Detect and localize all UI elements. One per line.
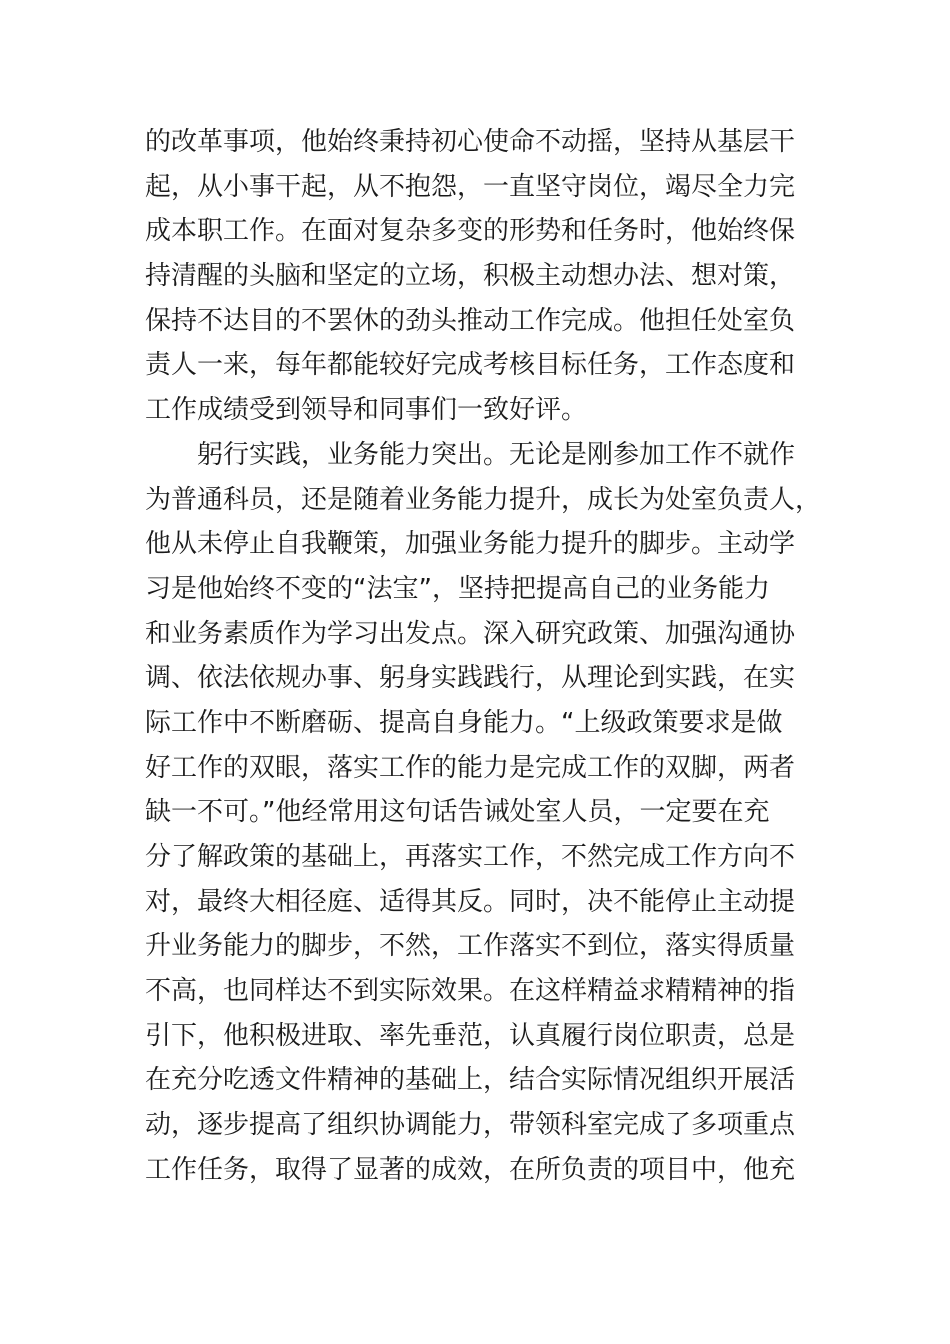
text-line: 的改革事项，他始终秉持初心使命不动摇，坚持从基层干 bbox=[145, 127, 796, 157]
text-line: 为普通科员，还是随着业务能力提升，成长为处室负责人， bbox=[145, 484, 822, 515]
text-line: 升业务能力的脚步，不然，工作落实不到位，落实得质量 bbox=[145, 931, 796, 962]
text-line: 保持不达目的不罢休的劲头推动工作完成。他担任处室负 bbox=[145, 305, 796, 336]
text-line: 际工作中不断磨砺、提高自身能力。“上级政策要求是做 bbox=[145, 707, 783, 738]
text-line: 工作任务，取得了显著的成效，在所负责的项目中，他充 bbox=[145, 1154, 796, 1185]
text-line: 缺一不可。”他经常用这句话告诫处室人员，一定要在充 bbox=[145, 797, 770, 828]
paragraph-start-line: 躬行实践，业务能力突出。无论是刚参加工作不就作 bbox=[197, 439, 796, 470]
text-line: 起，从小事干起，从不抱怨，一直坚守岗位，竭尽全力完 bbox=[145, 171, 796, 202]
text-line: 工作成绩受到领导和同事们一致好评。 bbox=[145, 395, 588, 426]
text-line: 对，最终大相径庭、适得其反。同时，决不能停止主动提 bbox=[145, 886, 796, 917]
text-line: 成本职工作。在面对复杂多变的形势和任务时，他始终保 bbox=[145, 216, 796, 247]
text-line: 动，逐步提高了组织协调能力，带领科室完成了多项重点 bbox=[145, 1110, 796, 1141]
document-body bbox=[145, 120, 825, 1193]
text-line: 引下，他积极进取、率先垂范，认真履行岗位职责，总是 bbox=[145, 1020, 796, 1051]
text-line: 他从未停止自我鞭策，加强业务能力提升的脚步。主动学 bbox=[145, 529, 796, 560]
text-line: 习是他始终不变的“法宝”，坚持把提高自己的业务能力 bbox=[145, 573, 770, 604]
text-line: 和业务素质作为学习出发点。深入研究政策、加强沟通协 bbox=[145, 618, 796, 649]
text-line: 不高，也同样达不到实际效果。在这样精益求精精神的指 bbox=[145, 976, 796, 1007]
text-line: 调、依法依规办事、躬身实践践行，从理论到实践，在实 bbox=[145, 663, 796, 694]
text-line: 在充分吃透文件精神的基础上，结合实际情况组织开展活 bbox=[145, 1065, 796, 1096]
text-line: 持清醒的头脑和坚定的立场，积极主动想办法、想对策， bbox=[145, 261, 796, 292]
text-line: 责人一来，每年都能较好完成考核目标任务，工作态度和 bbox=[145, 350, 796, 381]
text-line: 分了解政策的基础上，再落实工作，不然完成工作方向不 bbox=[145, 842, 796, 872]
text-line: 好工作的双眼，落实工作的能力是完成工作的双脚，两者 bbox=[145, 752, 796, 783]
